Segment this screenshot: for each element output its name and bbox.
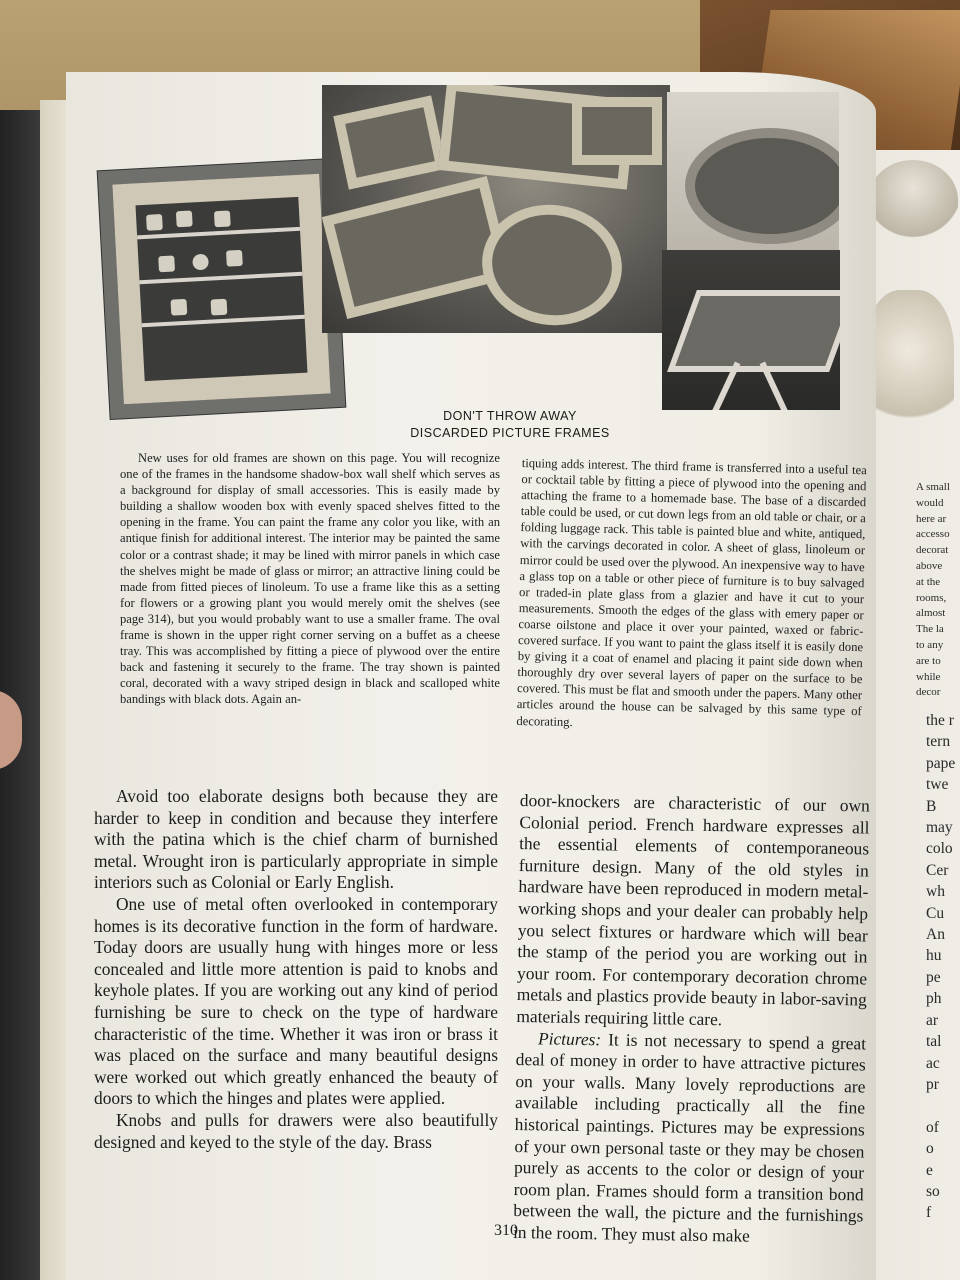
paragraph: door-knockers are characteristic of our own Colonial period. French hardware expresses all the essential elements of contemporaneous furniture design. Many of the old styles in hardware have been reproduced in modern metal-working shops and your dealer can probably help you select fixtures or hardware which will bear the stamp of the period you are working out in your room. For contemporary decoration chrome metals and plastics provide beauty in labor-saving materials requiring little care. <box>516 790 870 1030</box>
accessory <box>226 250 243 267</box>
text-fragment: the r <box>926 712 954 729</box>
accessory <box>192 254 209 271</box>
shelf <box>139 272 302 285</box>
body-text-right-column <box>513 790 870 1249</box>
right-page-main-text <box>926 710 960 1224</box>
paragraph: New uses for old frames are shown on this page. You will recognize one of the frames in the handsome shadow-box wall shelf which serves as a background for display of small accessories. This is easily made by building a shallow wooden box with evenly spaced shelves fitted to the opening in the frame. You can paint the frame any color you like, with an antique finish for additional interest. The interior may be painted the same color or a contrast shade; it may be lined with mirror panels in which case the shelves might be made of glass or mirror; an attractive lining could be made from fitted pieces of linoleum. To use a frame like this as a setting for flowers or a growing plant you would merely omit the shelves (see page 314), but you would probably want to use a smaller frame. The oval frame is shown in the upper right corner serving on a buffet as a cheese tray. This was accomplished by fitting a piece of plywood over the entire back and fastening it securely to the frame. The tray shown is painted coral, decorated with a wavy striped design in black and scalloped white bandings with black dots. Again an- <box>120 451 500 707</box>
accessory <box>211 299 228 316</box>
section-label: Pictures: <box>537 1027 602 1049</box>
caption-line: DISCARDED PICTURE FRAMES <box>410 426 610 440</box>
paragraph <box>513 1028 866 1249</box>
text-fragment: are to <box>916 654 941 667</box>
caption-text-right-column <box>516 455 867 736</box>
text-fragment: at the <box>916 575 941 588</box>
table-top <box>667 290 840 372</box>
frame-table-photo <box>662 250 840 410</box>
text-fragment: twe <box>926 776 949 794</box>
text-fragment: to any <box>916 638 944 651</box>
text-fragment: hu <box>926 947 942 965</box>
page-number: 310 <box>494 1222 518 1239</box>
picture-frame <box>333 95 446 189</box>
oval-tray <box>685 128 839 244</box>
text-fragment: would <box>916 496 944 509</box>
text-fragment: accesso <box>916 528 950 541</box>
caption-line: DON'T THROW AWAY <box>443 409 577 423</box>
text-fragment: ac <box>926 1054 940 1072</box>
caption-text-left-column <box>120 450 500 708</box>
shelf <box>142 315 305 328</box>
text-fragment: pr <box>926 1075 939 1093</box>
text-fragment: A small <box>916 481 950 493</box>
text-fragment: so <box>926 1182 940 1200</box>
clock-image <box>864 290 954 440</box>
text-fragment: almost <box>916 607 946 620</box>
shadow-box-shelf-photo <box>98 159 346 419</box>
text-fragment: ar <box>926 1011 939 1029</box>
text-fragment: An <box>926 926 945 944</box>
text-fragment: Cer <box>926 861 949 879</box>
photo-caption <box>340 408 680 442</box>
oval-frame <box>474 196 629 333</box>
text-fragment: decor <box>916 686 941 699</box>
text-fragment: here ar <box>916 512 947 525</box>
text-fragment: pe <box>926 968 941 986</box>
picture-frame <box>572 97 662 165</box>
ornate-frame <box>112 174 330 405</box>
paragraph: tiquing adds interest. The third frame is transferred into a useful tea or cocktail table by fitting a piece of plywood into the opening and attaching the frame to a homemade base. The base of a discarded table could be used, or cut down legs from an old table or chair, or a folding luggage rack. This table is painted blue and white, antiqued, with the carvings decorated in color. A sheet of glass, linoleum or mirror could be used over the plywood. An inexpensive way to have a glass top on a table or other piece of furniture is to buy salvaged or traded-in plate glass from a glazier and have it cut to your measurements. Smooth the edges of the glass with emery paper or coarse oilstone and place it over your painted, waxed or fabric-covered surface. If you want to paint the glass itself it is easily done by giving it a coat of enamel and placing it paint side down when thoroughly dry over several layers of paper on the surface to be covered. This must be flat and smooth under the papers. Many other articles around the house can be salvaged by this same type of decorating. <box>516 455 867 729</box>
accessory <box>170 299 187 316</box>
text-fragment: o <box>926 1140 934 1158</box>
accessory <box>158 255 175 272</box>
accessory <box>214 210 231 227</box>
body-text-left-column <box>94 786 498 1153</box>
figurine-image <box>868 160 958 240</box>
accessory <box>146 214 163 231</box>
oval-cheese-tray-photo <box>667 92 839 260</box>
text-fragment: while <box>916 670 941 683</box>
right-page-small-text <box>916 480 960 701</box>
text-fragment: rooms, <box>916 591 947 604</box>
paragraph: Knobs and pulls for drawers were also beautifully designed and keyed to the style of the day. Brass <box>94 1109 498 1152</box>
paragraph: One use of metal often overlooked in contemporary homes is its decorative function in the form of hardware. Today doors are usually hung with hinges more or less concealed and little more attention is paid to knobs and keyhole plates. If you are working out any kind of period furnishing be sure to check on the type of hardware characteristic of the time. Whether it was iron or brass it was placed on the surface and many beautiful designs were worked out which greatly enhanced the beauty of doors to which the hinges and plates were applied. <box>94 893 498 1109</box>
text-fragment: Cu <box>926 904 945 922</box>
text-fragment: above <box>916 559 943 572</box>
text-fragment: pape <box>926 754 956 772</box>
text-fragment: may <box>926 819 953 837</box>
text-fragment: ph <box>926 990 942 1008</box>
text-fragment: B <box>926 797 937 815</box>
text-fragment: tern <box>926 733 951 751</box>
text-fragment: decorat <box>916 544 949 557</box>
pile-of-frames-photo <box>322 85 670 333</box>
text-fragment: e <box>926 1161 933 1179</box>
paragraph-text: It is not necessary to spend a great deal of money in order to have attractive pictures on your walls. Many lovely reproductions are available including practically all the fine historical paintings. Pictures may be expressions of your own personal taste or they may be chosen purely as accents to the color or design of your room plan. Frames should form a transition bond between the wall, the picture and the furnishings in the room. They must also make <box>512 1028 867 1246</box>
text-fragment: The la <box>916 623 944 636</box>
accessory <box>176 210 193 227</box>
text-fragment: wh <box>926 883 945 901</box>
text-fragment <box>926 1095 960 1116</box>
text-fragment: of <box>926 1118 939 1136</box>
text-fragment: tal <box>926 1033 942 1051</box>
paragraph: Avoid too elaborate designs both because they are harder to keep in condition and because they interfere with the patina which is the chief charm of burnished metal. Wrought iron is particularly appropriate in simple interiors such as Colonial or Early English. <box>94 786 498 893</box>
text-fragment: colo <box>926 840 953 858</box>
text-fragment: f <box>926 1204 932 1222</box>
